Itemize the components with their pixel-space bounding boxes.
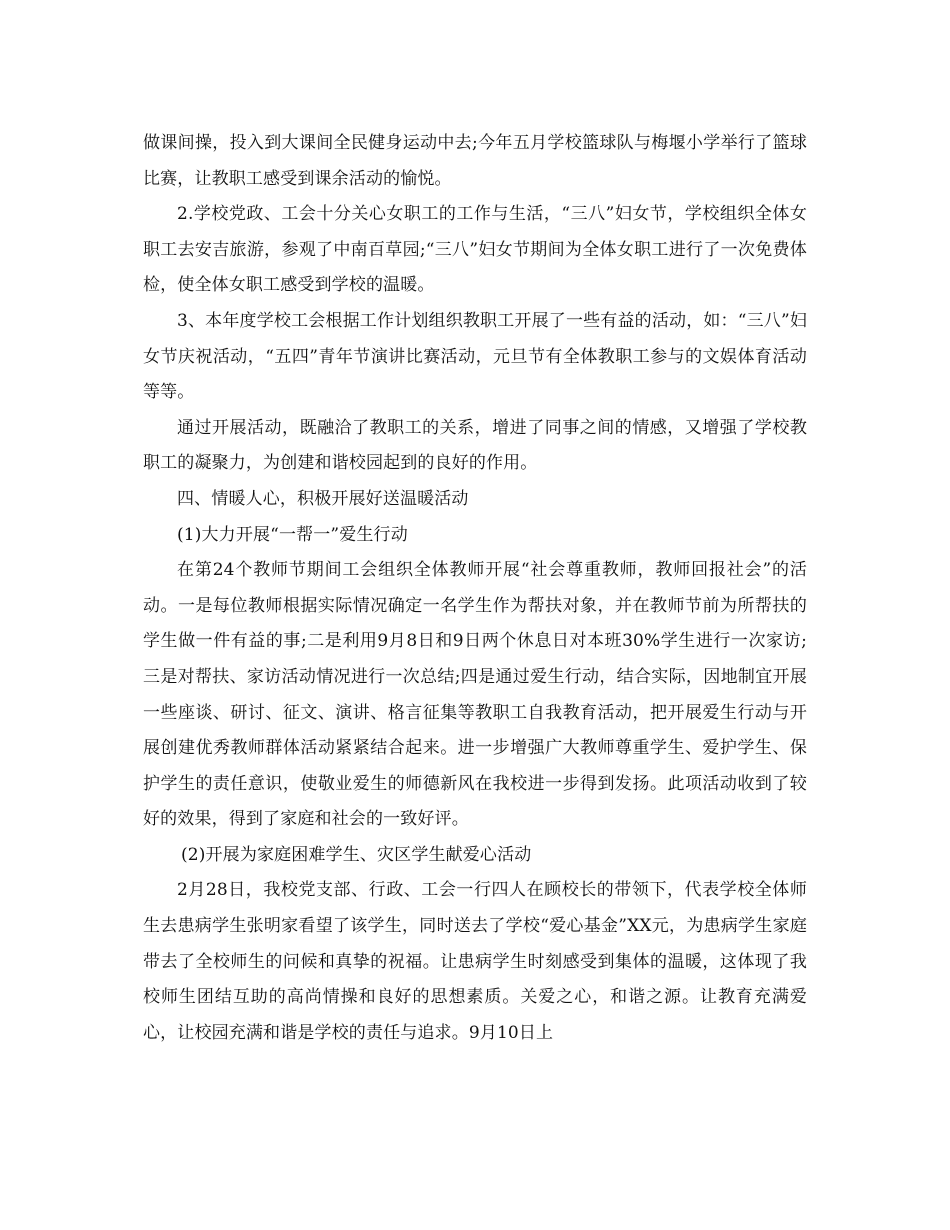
- section-heading-4: 四、情暖人心，积极开展好送温暖活动: [177, 488, 469, 509]
- paragraph-item-2: 2.学校党政、工会十分关心女职工的工作与生活，“三八”妇女节，学校组织全体女职工去安吉旅游，参观了中南百草园;“三八”妇女节期间为全体女职工进行了一次免费体检，使全体女职工感受到学校的温暖。: [143, 204, 807, 296]
- subsection-heading-1: (1)大力开展“一帮一”爱生行动: [177, 524, 408, 545]
- paragraph-teachers-day: 在第24个教师节期间工会组织全体教师开展“社会尊重教师，教师回报社会”的活动。一是每位教师根据实际情况确定一名学生作为帮扶对象，并在教师节前为所帮扶的学生做一件有益的事;二是利用9月8日和9日两个休息日对本班30%学生进行一次家访;三是对帮扶、家访活动情况进行一次总结;四是通过爱生行动，结合实际，因地制宜开展一些座谈、研讨、征文、演讲、格言征集等教职工自我教育活动，把开展爱生行动与开展创建优秀教师群体活动紧紧结合起来。进一步增强广大教师尊重学生、爱护学生、保护学生的责任意识，使敬业爱生的师德新风在我校进一步得到发扬。此项活动收到了较好的效果，得到了家庭和社会的一致好评。: [143, 560, 807, 830]
- subsection-heading-2: (2)开展为家庭困难学生、灾区学生献爱心活动: [181, 844, 532, 865]
- paragraph-item-3: 3、本年度学校工会根据工作计划组织教职工开展了一些有益的活动，如：“三八”妇女节庆祝活动，“五四”青年节演讲比赛活动，元旦节有全体教职工参与的文娱体育活动等等。: [143, 310, 807, 403]
- paragraph-summary: 通过开展活动，既融洽了教职工的关系，增进了同事之间的情感，又增强了学校教职工的凝聚力，为创建和谐校园起到的良好的作用。: [143, 417, 807, 474]
- paragraph-continued: 做课间操，投入到大课间全民健身运动中去;今年五月学校篮球队与梅堰小学举行了篮球比赛，让教职工感受到课余活动的愉悦。: [143, 133, 807, 189]
- paragraph-visit: 2月28日，我校党支部、行政、工会一行四人在顾校长的带领下，代表学校全体师生去患病学生张明家看望了该学生，同时送去了学校“爱心基金”XX元，为患病学生家庭带去了全校师生的问候和真挚的祝福。让患病学生时刻感受到集体的温暖，这体现了我校师生团结互助的高尚情操和良好的思想素质。关爱之心，和谐之源。让教育充满爱心，让校园充满和谐是学校的责任与追求。9月10日上: [143, 880, 807, 1043]
- document-body: [143, 126, 807, 1051]
